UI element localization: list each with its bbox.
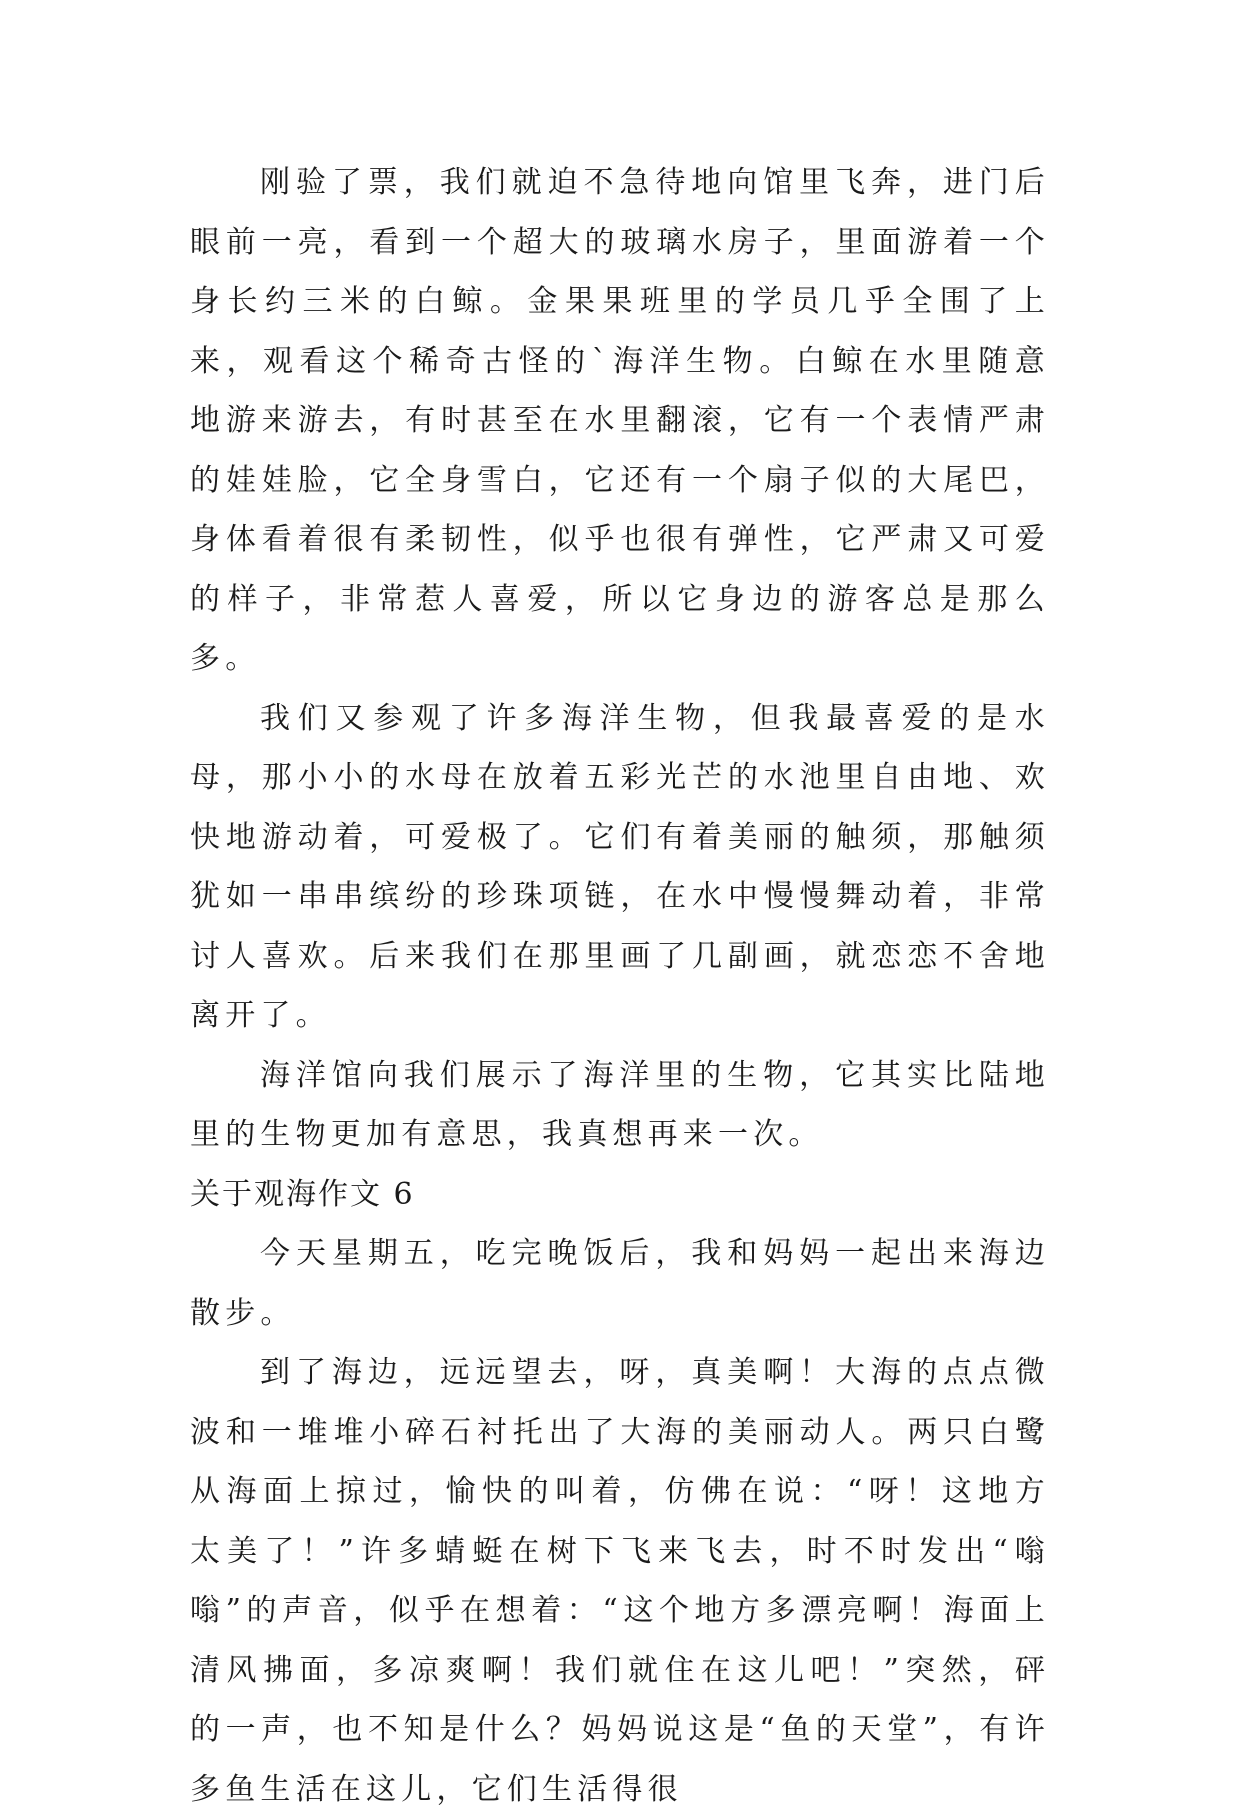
- document-body: [190, 153, 1050, 1819]
- paragraph-friday-walk: 今天星期五，吃完晚饭后，我和妈妈一起出来海边散步。: [190, 1236, 1050, 1331]
- essay-heading: 关于观海作文 6: [190, 1176, 415, 1212]
- paragraph-aquarium-summary: 海洋馆向我们展示了海洋里的生物，它其实比陆地里的生物更加有意思，我真想再来一次。: [190, 1057, 1050, 1152]
- paragraph-jellyfish: 我们又参观了许多海洋生物，但我最喜爱的是水母，那小小的水母在放着五彩光芒的水池里自由地、欢快地游动着，可爱极了。它们有着美丽的触须，那触须犹如一串串缤纷的珍珠项链，在水中慢慢舞动着，非常讨人喜欢。后来我们在那里画了几副画，就恋恋不舍地离开了。: [190, 700, 1050, 1033]
- paragraph-seaside: 到了海边，远远望去，呀，真美啊！大海的点点微波和一堆堆小碎石衬托出了大海的美丽动人。两只白鹭从海面上掠过，愉快的叫着，仿佛在说：“呀！这地方太美了！”许多蜻蜓在树下飞来飞去，时不时发出“嗡嗡”的声音，似乎在想着：“这个地方多漂亮啊！海面上清风拂面，多凉爽啊！我们就住在这儿吧！”突然，砰的一声，也不知是什么？妈妈说这是“鱼的天堂”，有许多鱼生活在这儿，它们生活得很: [190, 1355, 1050, 1807]
- paragraph-beluga: 刚验了票，我们就迫不急待地向馆里飞奔，进门后眼前一亮，看到一个超大的玻璃水房子，里面游着一个身长约三米的白鲸。金果果班里的学员几乎全围了上来，观看这个稀奇古怪的`海洋生物。白鲸在水里随意地游来游去，有时甚至在水里翻滚，它有一个表情严肃的娃娃脸，它全身雪白，它还有一个扇子似的大尾巴，身体看着很有柔韧性，似乎也很有弹性，它严肃又可爱的样子，非常惹人喜爱，所以它身边的游客总是那么多。: [190, 165, 1050, 676]
